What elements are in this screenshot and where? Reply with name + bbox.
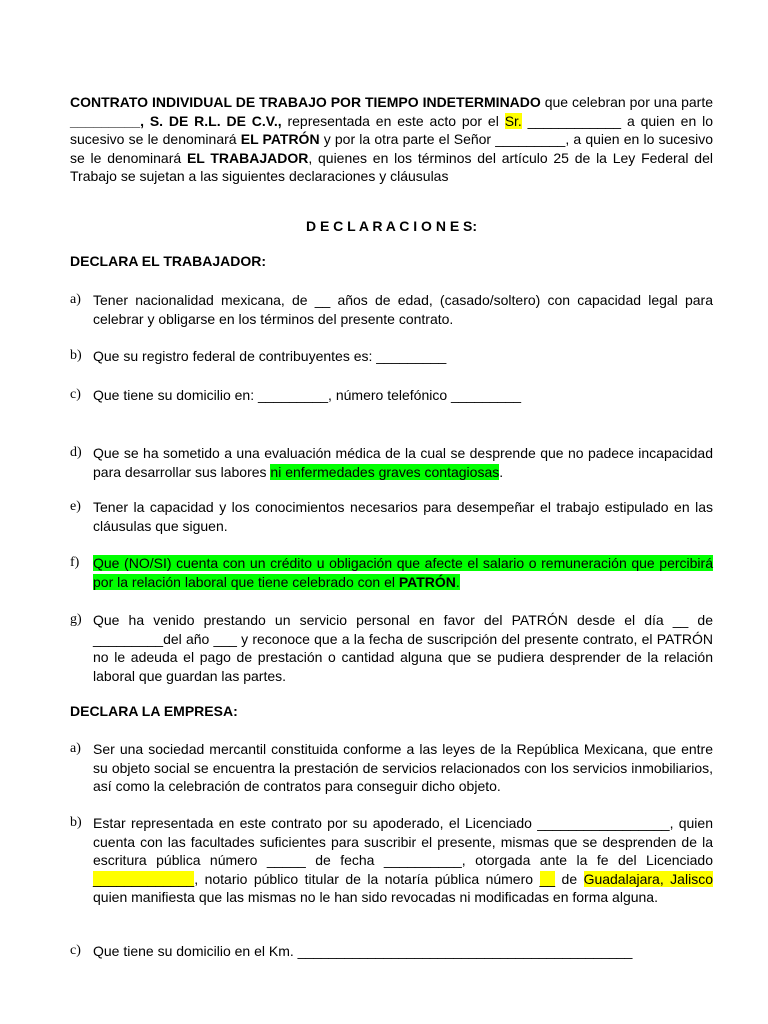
contract-title: CONTRATO INDIVIDUAL DE TRABAJO POR TIEMPO INDETERMINADO	[70, 94, 541, 110]
highlight-sr: Sr.	[504, 112, 522, 129]
empresa-item-b: b) Estar representada en este contrato por su apoderado, el Licenciado _________________, quien cuenta con las facultades suficientes para suscribir el presente, mismas que se desprenden de la escritura pública número _____ de fecha __________, otorgada ante la fe del Licenciado _____________, notario público titular de la notaría pública número __ de Guadalajara, Jalisco quien manifiesta que las mismas no le han sido revocadas ni modificadas en forma alguna.	[70, 815, 713, 905]
declaraciones-heading: D E C L A R A C I O N E S:	[305, 218, 478, 234]
company-name-blank: _________, S. DE R.L. DE C.V.,	[70, 112, 282, 129]
highlight-enfermedades: ni enfermedades graves contagiosas	[270, 463, 500, 480]
empresa-heading: DECLARA LA EMPRESA:	[70, 703, 238, 719]
el-patron-term: EL PATRÓN	[240, 131, 320, 147]
trabajador-item-c: c) Que tiene su domicilio en: _________, número telefónico _________	[70, 387, 522, 403]
highlight-credito: Que (NO/SI) cuenta con un crédito u obligación que afecte el salario o remuneración que percibirá por la relación laboral que tiene celebrado con el PATRÓN.	[93, 555, 713, 590]
trabajador-item-g: g) Que ha venido prestando un servicio personal en favor del PATRÓN desde el día __ de _________del año ___ y reconoce que a la fecha de suscripción del presente contrato, el PATRÓN no le adeuda el pago de prestación o cantidad alguna que se pudiera desprender de la relación laboral que guardan las partes.	[70, 612, 713, 684]
trabajador-item-a: a) Tener nacionalidad mexicana, de __ años de edad, (casado/soltero) con capacidad legal para celebrar y obligarse en los términos del presente contrato.	[70, 292, 713, 327]
el-trabajador-term: EL TRABAJADOR	[186, 149, 309, 166]
highlight-notaria-numero: __	[539, 870, 556, 887]
empresa-item-c: c) Que tiene su domicilio en el Km. ___________________________________________	[70, 943, 633, 959]
trabajador-item-e: e) Tener la capacidad y los conocimientos necesarios para desempeñar el trabajo estipulado en las cláusulas que siguen.	[70, 499, 713, 534]
highlight-licenciado: _____________	[93, 870, 195, 887]
trabajador-item-d: d) Que se ha sometido a una evaluación médica de la cual se desprende que no padece incapacidad para desarrollar sus labores ni enfermedades graves contagiosas.	[70, 445, 713, 480]
highlight-guadalajara: Guadalajara, Jalisco	[583, 870, 713, 887]
trabajador-item-b: b) Que su registro federal de contribuyentes es: _________	[70, 348, 447, 364]
trabajador-item-f: f) Que (NO/SI) cuenta con un crédito u obligación que afecte el salario o remuneración que percibirá por la relación laboral que tiene celebrado con el PATRÓN.	[70, 555, 713, 590]
intro-paragraph: CONTRATO INDIVIDUAL DE TRABAJO POR TIEMPO INDETERMINADO que celebran por una parte _________, S. DE R.L. DE C.V., representada en este acto por el Sr. ____________ a quien en lo sucesivo se le denominará EL PATRÓN y por la otra parte el Señor _________, a quien en lo sucesivo se le denominará EL TRABAJADOR, quienes en los términos del artículo 25 de la Ley Federal del Trabajo se sujetan a las siguientes declaraciones y cláusulas	[70, 94, 713, 184]
trabajador-heading: DECLARA EL TRABAJADOR:	[70, 253, 266, 269]
empresa-item-a: a) Ser una sociedad mercantil constituida conforme a las leyes de la República Mexicana, que entre su objeto social se encuentra la prestación de servicios relacionados con los servicios inmobiliarios, así como la celebración de contratos para conseguir dicho objeto.	[70, 741, 713, 794]
